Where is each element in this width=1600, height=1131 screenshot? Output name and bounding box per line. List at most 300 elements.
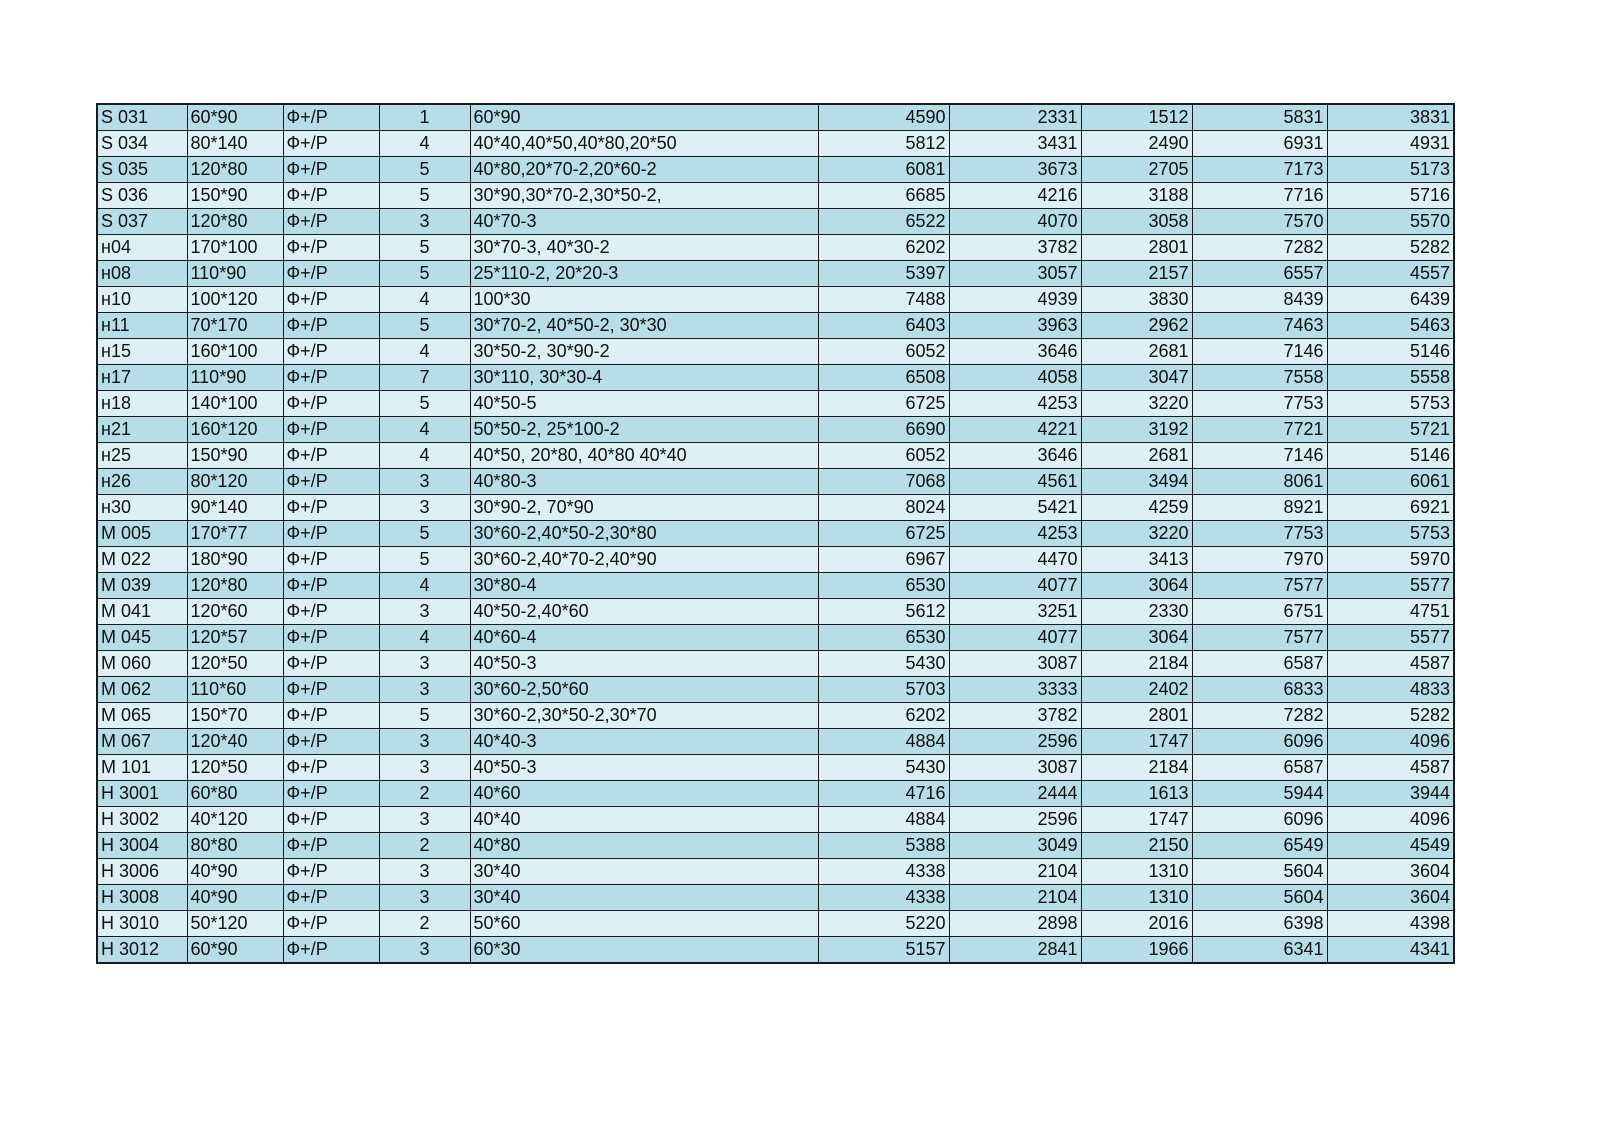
price-col-2-cell: 3646 (949, 339, 1081, 365)
price-col-1-cell: 7488 (818, 287, 949, 313)
size-cell: 60*80 (187, 781, 283, 807)
components-cell: 30*90-2, 70*90 (470, 495, 818, 521)
price-col-4-cell: 7753 (1192, 391, 1327, 417)
model-cell: н17 (97, 365, 187, 391)
price-col-4-cell: 7146 (1192, 443, 1327, 469)
model-cell: H 3010 (97, 911, 187, 937)
size-cell: 40*120 (187, 807, 283, 833)
price-col-5-cell: 5558 (1327, 365, 1454, 391)
price-col-3-cell: 1613 (1081, 781, 1192, 807)
model-cell: M 065 (97, 703, 187, 729)
table-row (97, 599, 1454, 625)
table-row (97, 547, 1454, 573)
price-col-2-cell: 4221 (949, 417, 1081, 443)
type-cell: Ф+/Р (283, 547, 379, 573)
type-cell: Ф+/Р (283, 885, 379, 911)
model-cell: H 3012 (97, 937, 187, 964)
price-col-5-cell: 6921 (1327, 495, 1454, 521)
size-cell: 60*90 (187, 104, 283, 131)
price-col-5-cell: 3944 (1327, 781, 1454, 807)
type-cell: Ф+/Р (283, 729, 379, 755)
table-row (97, 911, 1454, 937)
type-cell: Ф+/Р (283, 703, 379, 729)
size-cell: 110*90 (187, 261, 283, 287)
type-cell: Ф+/Р (283, 131, 379, 157)
components-cell: 30*60-2,40*50-2,30*80 (470, 521, 818, 547)
components-cell: 60*90 (470, 104, 818, 131)
size-cell: 120*40 (187, 729, 283, 755)
price-col-1-cell: 6530 (818, 573, 949, 599)
price-col-4-cell: 7282 (1192, 703, 1327, 729)
price-col-4-cell: 8061 (1192, 469, 1327, 495)
price-col-1-cell: 6725 (818, 521, 949, 547)
price-col-1-cell: 5703 (818, 677, 949, 703)
quantity-cell: 3 (379, 755, 470, 781)
price-col-2-cell: 3057 (949, 261, 1081, 287)
type-cell: Ф+/Р (283, 469, 379, 495)
price-col-5-cell: 4549 (1327, 833, 1454, 859)
price-col-4-cell: 6557 (1192, 261, 1327, 287)
size-cell: 80*120 (187, 469, 283, 495)
size-cell: 90*140 (187, 495, 283, 521)
type-cell: Ф+/Р (283, 287, 379, 313)
price-col-2-cell: 4216 (949, 183, 1081, 209)
components-cell: 30*70-3, 40*30-2 (470, 235, 818, 261)
quantity-cell: 5 (379, 235, 470, 261)
price-col-1-cell: 4338 (818, 885, 949, 911)
price-col-5-cell: 5753 (1327, 521, 1454, 547)
type-cell: Ф+/Р (283, 625, 379, 651)
price-col-5-cell: 5146 (1327, 443, 1454, 469)
price-col-1-cell: 5220 (818, 911, 949, 937)
type-cell: Ф+/Р (283, 495, 379, 521)
model-cell: S 035 (97, 157, 187, 183)
model-cell: S 037 (97, 209, 187, 235)
table-row (97, 365, 1454, 391)
size-cell: 120*57 (187, 625, 283, 651)
price-col-2-cell: 2104 (949, 859, 1081, 885)
price-col-4-cell: 6096 (1192, 729, 1327, 755)
components-cell: 40*40 (470, 807, 818, 833)
price-col-5-cell: 4096 (1327, 807, 1454, 833)
components-cell: 30*110, 30*30-4 (470, 365, 818, 391)
quantity-cell: 3 (379, 937, 470, 964)
price-col-5-cell: 3604 (1327, 859, 1454, 885)
type-cell: Ф+/Р (283, 104, 379, 131)
quantity-cell: 3 (379, 677, 470, 703)
quantity-cell: 5 (379, 703, 470, 729)
components-cell: 30*50-2, 30*90-2 (470, 339, 818, 365)
price-col-2-cell: 3087 (949, 755, 1081, 781)
price-col-5-cell: 5577 (1327, 573, 1454, 599)
price-col-5-cell: 4096 (1327, 729, 1454, 755)
price-col-3-cell: 2490 (1081, 131, 1192, 157)
price-col-3-cell: 3413 (1081, 547, 1192, 573)
size-cell: 100*120 (187, 287, 283, 313)
price-col-3-cell: 2016 (1081, 911, 1192, 937)
price-col-3-cell: 2150 (1081, 833, 1192, 859)
model-cell: н11 (97, 313, 187, 339)
table-row (97, 287, 1454, 313)
price-col-3-cell: 1310 (1081, 885, 1192, 911)
price-col-2-cell: 4070 (949, 209, 1081, 235)
type-cell: Ф+/Р (283, 261, 379, 287)
price-col-1-cell: 6081 (818, 157, 949, 183)
table-row (97, 703, 1454, 729)
size-cell: 170*77 (187, 521, 283, 547)
table-row (97, 235, 1454, 261)
price-col-3-cell: 3494 (1081, 469, 1192, 495)
price-col-1-cell: 6202 (818, 703, 949, 729)
size-cell: 160*100 (187, 339, 283, 365)
table-row (97, 729, 1454, 755)
components-cell: 40*50-2,40*60 (470, 599, 818, 625)
components-cell: 40*60 (470, 781, 818, 807)
table-row (97, 131, 1454, 157)
price-col-2-cell: 3646 (949, 443, 1081, 469)
price-col-3-cell: 2962 (1081, 313, 1192, 339)
table-row (97, 651, 1454, 677)
model-cell: н18 (97, 391, 187, 417)
price-col-4-cell: 7721 (1192, 417, 1327, 443)
price-col-2-cell: 3782 (949, 235, 1081, 261)
model-cell: н26 (97, 469, 187, 495)
price-col-4-cell: 6341 (1192, 937, 1327, 964)
components-cell: 40*40,40*50,40*80,20*50 (470, 131, 818, 157)
price-col-3-cell: 3188 (1081, 183, 1192, 209)
model-cell: н08 (97, 261, 187, 287)
type-cell: Ф+/Р (283, 443, 379, 469)
price-col-1-cell: 6052 (818, 339, 949, 365)
price-col-2-cell: 4253 (949, 391, 1081, 417)
table-row (97, 833, 1454, 859)
table-row (97, 104, 1454, 131)
model-cell: н04 (97, 235, 187, 261)
table-row (97, 807, 1454, 833)
components-cell: 30*40 (470, 859, 818, 885)
size-cell: 120*80 (187, 573, 283, 599)
quantity-cell: 3 (379, 599, 470, 625)
quantity-cell: 3 (379, 807, 470, 833)
price-col-2-cell: 2331 (949, 104, 1081, 131)
price-col-2-cell: 3782 (949, 703, 1081, 729)
components-cell: 30*40 (470, 885, 818, 911)
price-col-2-cell: 3333 (949, 677, 1081, 703)
quantity-cell: 4 (379, 287, 470, 313)
price-col-4-cell: 5831 (1192, 104, 1327, 131)
table-row (97, 183, 1454, 209)
type-cell: Ф+/Р (283, 859, 379, 885)
quantity-cell: 3 (379, 495, 470, 521)
price-col-3-cell: 2184 (1081, 651, 1192, 677)
price-col-4-cell: 6398 (1192, 911, 1327, 937)
model-cell: M 101 (97, 755, 187, 781)
table-row (97, 937, 1454, 964)
price-col-4-cell: 6587 (1192, 755, 1327, 781)
price-col-5-cell: 3831 (1327, 104, 1454, 131)
size-cell: 150*70 (187, 703, 283, 729)
price-col-3-cell: 2801 (1081, 235, 1192, 261)
quantity-cell: 5 (379, 521, 470, 547)
price-col-1-cell: 6685 (818, 183, 949, 209)
quantity-cell: 5 (379, 547, 470, 573)
price-col-3-cell: 1747 (1081, 729, 1192, 755)
quantity-cell: 2 (379, 781, 470, 807)
price-col-1-cell: 6967 (818, 547, 949, 573)
price-col-4-cell: 7463 (1192, 313, 1327, 339)
price-col-4-cell: 5604 (1192, 859, 1327, 885)
price-col-3-cell: 4259 (1081, 495, 1192, 521)
size-cell: 110*60 (187, 677, 283, 703)
table-row (97, 313, 1454, 339)
price-col-3-cell: 1512 (1081, 104, 1192, 131)
price-col-4-cell: 8921 (1192, 495, 1327, 521)
price-col-3-cell: 3192 (1081, 417, 1192, 443)
price-col-2-cell: 4253 (949, 521, 1081, 547)
price-col-4-cell: 7577 (1192, 573, 1327, 599)
price-col-5-cell: 4398 (1327, 911, 1454, 937)
type-cell: Ф+/Р (283, 183, 379, 209)
price-col-1-cell: 5388 (818, 833, 949, 859)
price-col-2-cell: 2596 (949, 807, 1081, 833)
size-cell: 120*80 (187, 209, 283, 235)
table-row (97, 625, 1454, 651)
price-col-4-cell: 7753 (1192, 521, 1327, 547)
size-cell: 120*50 (187, 755, 283, 781)
size-cell: 150*90 (187, 183, 283, 209)
model-cell: н30 (97, 495, 187, 521)
price-col-3-cell: 3058 (1081, 209, 1192, 235)
price-col-2-cell: 4077 (949, 573, 1081, 599)
quantity-cell: 4 (379, 339, 470, 365)
model-cell: M 039 (97, 573, 187, 599)
price-table (96, 103, 1455, 964)
price-col-2-cell: 4561 (949, 469, 1081, 495)
model-cell: M 067 (97, 729, 187, 755)
size-cell: 60*90 (187, 937, 283, 964)
components-cell: 30*70-2, 40*50-2, 30*30 (470, 313, 818, 339)
quantity-cell: 4 (379, 131, 470, 157)
components-cell: 40*50-3 (470, 651, 818, 677)
price-col-5-cell: 6439 (1327, 287, 1454, 313)
table-row (97, 443, 1454, 469)
price-col-5-cell: 3604 (1327, 885, 1454, 911)
model-cell: M 062 (97, 677, 187, 703)
quantity-cell: 3 (379, 729, 470, 755)
price-col-1-cell: 4716 (818, 781, 949, 807)
price-col-3-cell: 3064 (1081, 625, 1192, 651)
price-col-2-cell: 2898 (949, 911, 1081, 937)
quantity-cell: 7 (379, 365, 470, 391)
components-cell: 100*30 (470, 287, 818, 313)
components-cell: 50*50-2, 25*100-2 (470, 417, 818, 443)
size-cell: 180*90 (187, 547, 283, 573)
price-col-5-cell: 5970 (1327, 547, 1454, 573)
table-row (97, 261, 1454, 287)
table-row (97, 885, 1454, 911)
table-row (97, 859, 1454, 885)
size-cell: 80*140 (187, 131, 283, 157)
price-col-5-cell: 5282 (1327, 235, 1454, 261)
components-cell: 40*80-3 (470, 469, 818, 495)
type-cell: Ф+/Р (283, 391, 379, 417)
components-cell: 30*60-2,40*70-2,40*90 (470, 547, 818, 573)
price-col-3-cell: 3064 (1081, 573, 1192, 599)
price-col-1-cell: 8024 (818, 495, 949, 521)
model-cell: M 060 (97, 651, 187, 677)
price-col-1-cell: 5612 (818, 599, 949, 625)
model-cell: M 022 (97, 547, 187, 573)
price-col-4-cell: 5944 (1192, 781, 1327, 807)
price-col-2-cell: 4939 (949, 287, 1081, 313)
price-col-1-cell: 5157 (818, 937, 949, 964)
components-cell: 40*80 (470, 833, 818, 859)
components-cell: 50*60 (470, 911, 818, 937)
price-col-2-cell: 4470 (949, 547, 1081, 573)
quantity-cell: 4 (379, 443, 470, 469)
quantity-cell: 4 (379, 417, 470, 443)
price-col-2-cell: 2444 (949, 781, 1081, 807)
price-col-3-cell: 2184 (1081, 755, 1192, 781)
model-cell: M 005 (97, 521, 187, 547)
type-cell: Ф+/Р (283, 807, 379, 833)
components-cell: 40*40-3 (470, 729, 818, 755)
price-col-5-cell: 5463 (1327, 313, 1454, 339)
size-cell: 80*80 (187, 833, 283, 859)
model-cell: н25 (97, 443, 187, 469)
type-cell: Ф+/Р (283, 235, 379, 261)
price-col-4-cell: 6549 (1192, 833, 1327, 859)
price-col-4-cell: 7970 (1192, 547, 1327, 573)
type-cell: Ф+/Р (283, 521, 379, 547)
price-col-1-cell: 5397 (818, 261, 949, 287)
quantity-cell: 3 (379, 209, 470, 235)
components-cell: 40*80,20*70-2,20*60-2 (470, 157, 818, 183)
model-cell: S 034 (97, 131, 187, 157)
model-cell: S 036 (97, 183, 187, 209)
price-col-3-cell: 2681 (1081, 339, 1192, 365)
price-col-5-cell: 4751 (1327, 599, 1454, 625)
price-col-1-cell: 6522 (818, 209, 949, 235)
price-col-5-cell: 5753 (1327, 391, 1454, 417)
size-cell: 120*80 (187, 157, 283, 183)
type-cell: Ф+/Р (283, 313, 379, 339)
table-row (97, 339, 1454, 365)
price-col-2-cell: 2104 (949, 885, 1081, 911)
price-col-1-cell: 6403 (818, 313, 949, 339)
price-col-2-cell: 3673 (949, 157, 1081, 183)
type-cell: Ф+/Р (283, 599, 379, 625)
price-col-4-cell: 6096 (1192, 807, 1327, 833)
table-row (97, 209, 1454, 235)
size-cell: 120*60 (187, 599, 283, 625)
quantity-cell: 4 (379, 573, 470, 599)
size-cell: 120*50 (187, 651, 283, 677)
price-col-2-cell: 3251 (949, 599, 1081, 625)
type-cell: Ф+/Р (283, 833, 379, 859)
table-row (97, 755, 1454, 781)
quantity-cell: 1 (379, 104, 470, 131)
price-col-3-cell: 2801 (1081, 703, 1192, 729)
type-cell: Ф+/Р (283, 573, 379, 599)
model-cell: M 045 (97, 625, 187, 651)
quantity-cell: 5 (379, 183, 470, 209)
price-col-5-cell: 5721 (1327, 417, 1454, 443)
price-col-1-cell: 6530 (818, 625, 949, 651)
price-col-5-cell: 6061 (1327, 469, 1454, 495)
components-cell: 30*80-4 (470, 573, 818, 599)
price-col-5-cell: 5282 (1327, 703, 1454, 729)
quantity-cell: 5 (379, 313, 470, 339)
price-col-3-cell: 2330 (1081, 599, 1192, 625)
type-cell: Ф+/Р (283, 209, 379, 235)
price-col-5-cell: 5570 (1327, 209, 1454, 235)
price-col-5-cell: 5173 (1327, 157, 1454, 183)
quantity-cell: 3 (379, 859, 470, 885)
size-cell: 40*90 (187, 885, 283, 911)
table-row (97, 157, 1454, 183)
components-cell: 40*50-3 (470, 755, 818, 781)
quantity-cell: 3 (379, 651, 470, 677)
price-col-2-cell: 2841 (949, 937, 1081, 964)
type-cell: Ф+/Р (283, 339, 379, 365)
model-cell: H 3008 (97, 885, 187, 911)
components-cell: 60*30 (470, 937, 818, 964)
price-col-4-cell: 6751 (1192, 599, 1327, 625)
price-col-4-cell: 6587 (1192, 651, 1327, 677)
quantity-cell: 2 (379, 911, 470, 937)
price-col-2-cell: 3087 (949, 651, 1081, 677)
price-col-5-cell: 4833 (1327, 677, 1454, 703)
components-cell: 25*110-2, 20*20-3 (470, 261, 818, 287)
price-col-4-cell: 6931 (1192, 131, 1327, 157)
price-col-3-cell: 1966 (1081, 937, 1192, 964)
price-col-3-cell: 3220 (1081, 521, 1192, 547)
price-col-4-cell: 7716 (1192, 183, 1327, 209)
price-col-5-cell: 4587 (1327, 651, 1454, 677)
quantity-cell: 4 (379, 625, 470, 651)
price-col-4-cell: 6833 (1192, 677, 1327, 703)
size-cell: 70*170 (187, 313, 283, 339)
quantity-cell: 5 (379, 261, 470, 287)
price-col-2-cell: 4058 (949, 365, 1081, 391)
price-col-1-cell: 5812 (818, 131, 949, 157)
price-col-1-cell: 5430 (818, 651, 949, 677)
quantity-cell: 2 (379, 833, 470, 859)
price-col-2-cell: 2596 (949, 729, 1081, 755)
quantity-cell: 3 (379, 469, 470, 495)
size-cell: 110*90 (187, 365, 283, 391)
price-col-5-cell: 5577 (1327, 625, 1454, 651)
model-cell: н15 (97, 339, 187, 365)
model-cell: H 3006 (97, 859, 187, 885)
price-col-1-cell: 6202 (818, 235, 949, 261)
components-cell: 30*60-2,50*60 (470, 677, 818, 703)
price-col-4-cell: 5604 (1192, 885, 1327, 911)
model-cell: M 041 (97, 599, 187, 625)
price-col-1-cell: 4884 (818, 807, 949, 833)
price-col-1-cell: 4590 (818, 104, 949, 131)
size-cell: 150*90 (187, 443, 283, 469)
table-row (97, 573, 1454, 599)
table-row (97, 677, 1454, 703)
price-col-5-cell: 4931 (1327, 131, 1454, 157)
price-col-1-cell: 6052 (818, 443, 949, 469)
price-col-3-cell: 2705 (1081, 157, 1192, 183)
components-cell: 40*70-3 (470, 209, 818, 235)
price-col-3-cell: 3220 (1081, 391, 1192, 417)
quantity-cell: 5 (379, 391, 470, 417)
